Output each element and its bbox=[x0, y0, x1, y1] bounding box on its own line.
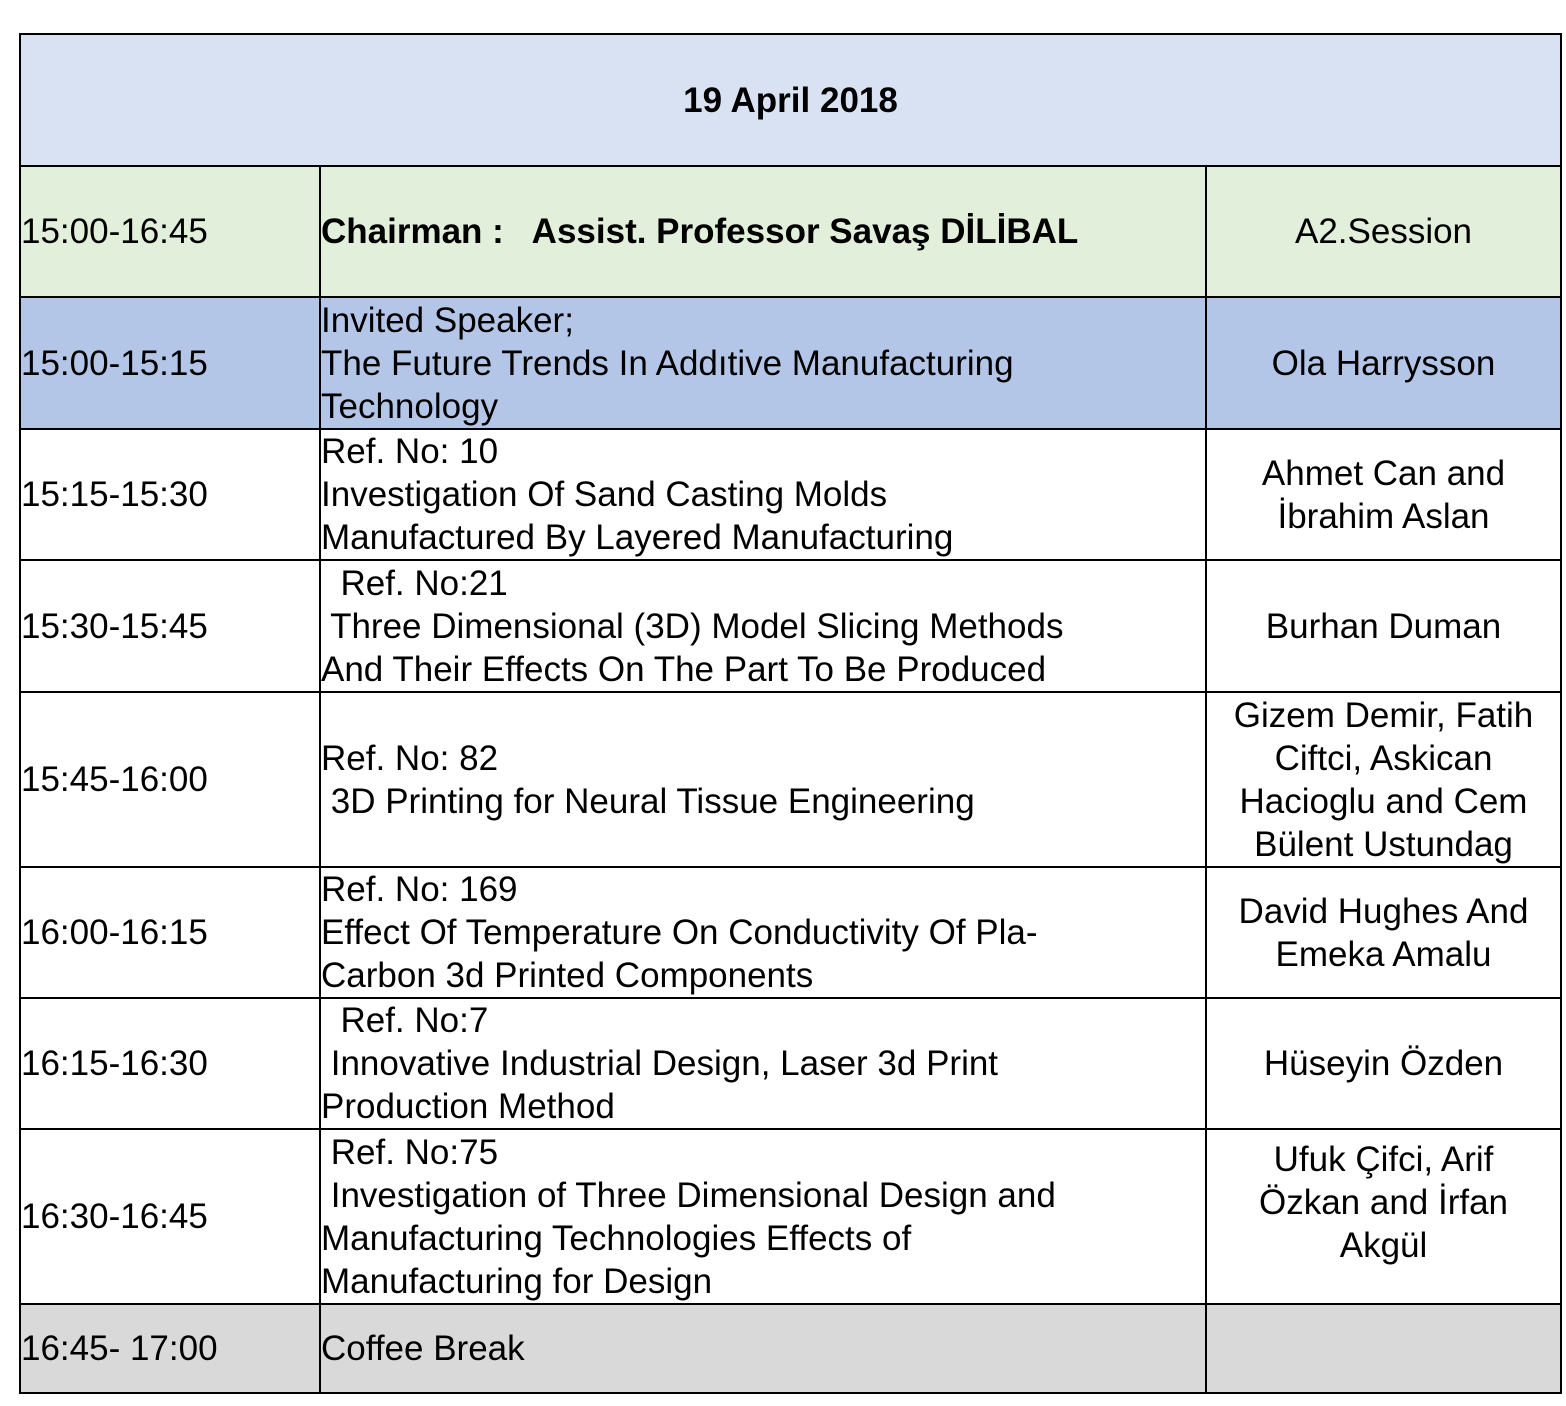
table-row bbox=[20, 867, 1561, 998]
schedule-table bbox=[19, 33, 1562, 1394]
slot-time: 16:30-16:45 bbox=[20, 1129, 320, 1304]
slot-time: 15:00-15:15 bbox=[20, 297, 320, 429]
slot-time: 15:45-16:00 bbox=[20, 692, 320, 867]
talk-title: Ref. No: 82 3D Printing for Neural Tissue Engineering bbox=[320, 692, 1206, 867]
table-row bbox=[20, 692, 1561, 867]
table-row bbox=[20, 560, 1561, 692]
speaker-names: Ufuk Çifci, Arif Özkan and İrfan Akgül bbox=[1206, 1129, 1561, 1304]
break-time: 16:45- 17:00 bbox=[20, 1304, 320, 1393]
chairman-label: Chairman : Assist. Professor Savaş DİLİBAL bbox=[320, 166, 1206, 297]
talk-title: Ref. No:75 Investigation of Three Dimensional Design and Manufacturing Technologies Effects of Manufacturing for Design bbox=[320, 1129, 1206, 1304]
speaker-names: Hüseyin Özden bbox=[1206, 998, 1561, 1129]
table-row bbox=[20, 1129, 1561, 1304]
table-row bbox=[20, 297, 1561, 429]
slot-time: 15:30-15:45 bbox=[20, 560, 320, 692]
slot-time: 16:15-16:30 bbox=[20, 998, 320, 1129]
slot-time: 16:00-16:15 bbox=[20, 867, 320, 998]
speaker-names: Ahmet Can and İbrahim Aslan bbox=[1206, 429, 1561, 560]
date-heading: 19 April 2018 bbox=[20, 34, 1561, 166]
session-header-row bbox=[20, 166, 1561, 297]
talk-title: Invited Speaker; The Future Trends In Addıtive Manufacturing Technology bbox=[320, 297, 1206, 429]
speaker-names: David Hughes And Emeka Amalu bbox=[1206, 867, 1561, 998]
talk-title: Ref. No: 10 Investigation Of Sand Casting Molds Manufactured By Layered Manufacturing bbox=[320, 429, 1206, 560]
speaker-names: Gizem Demir, Fatih Ciftci, Askican Hacioglu and Cem Bülent Ustundag bbox=[1206, 692, 1561, 867]
speaker-names: Burhan Duman bbox=[1206, 560, 1561, 692]
table-row bbox=[20, 429, 1561, 560]
break-label: Coffee Break bbox=[320, 1304, 1206, 1393]
speaker-names: Ola Harrysson bbox=[1206, 297, 1561, 429]
slot-time: 15:15-15:30 bbox=[20, 429, 320, 560]
session-time: 15:00-16:45 bbox=[20, 166, 320, 297]
talk-title: Ref. No:7 Innovative Industrial Design, Laser 3d Print Production Method bbox=[320, 998, 1206, 1129]
break-empty-cell bbox=[1206, 1304, 1561, 1393]
table-row bbox=[20, 998, 1561, 1129]
date-row bbox=[20, 34, 1561, 166]
talk-title: Ref. No: 169 Effect Of Temperature On Conductivity Of Pla- Carbon 3d Printed Components bbox=[320, 867, 1206, 998]
coffee-break-row bbox=[20, 1304, 1561, 1393]
talk-title: Ref. No:21 Three Dimensional (3D) Model Slicing Methods And Their Effects On The Part To Be Produced bbox=[320, 560, 1206, 692]
session-name: A2.Session bbox=[1206, 166, 1561, 297]
